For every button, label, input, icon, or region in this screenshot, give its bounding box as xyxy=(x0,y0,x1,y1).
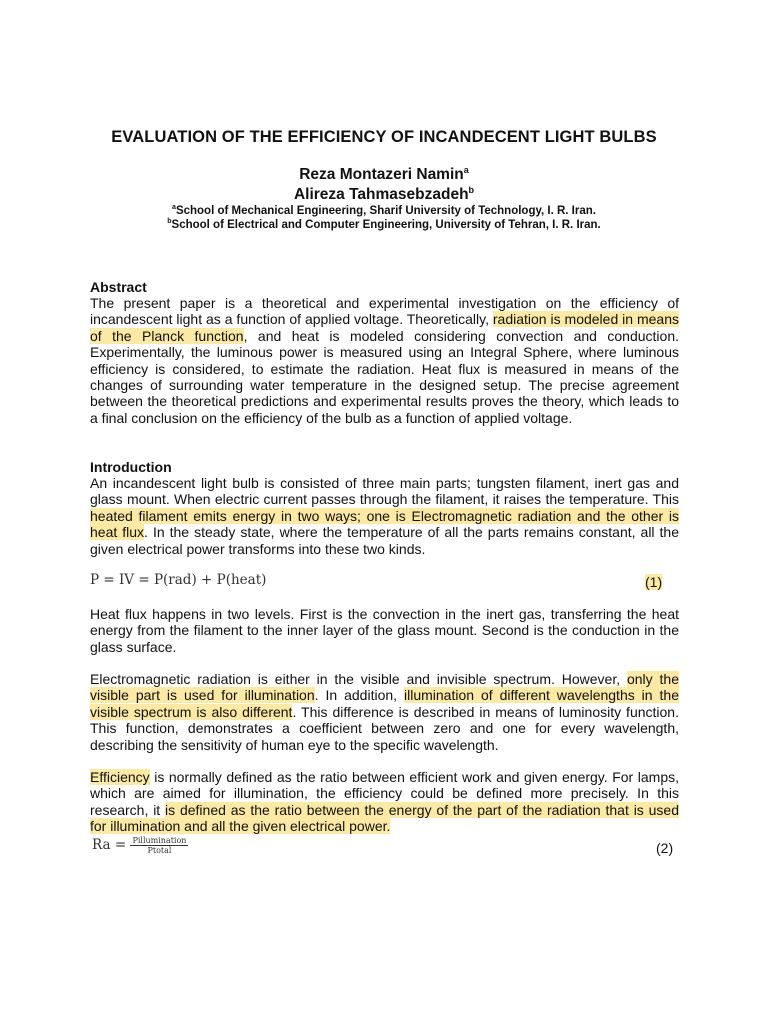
equation-2-numerator: Pillumination xyxy=(132,836,187,845)
intro-p1-text-2: . In the steady state, where the temperature of all the parts remains constant, all the given electrical power transforms into these two kinds. xyxy=(90,524,679,557)
intro-p3-highlight-1: only the visible part is used for illumination xyxy=(90,671,679,704)
abstract-heading: Abstract xyxy=(90,279,147,295)
introduction-heading: Introduction xyxy=(90,459,172,475)
intro-paragraph-1 xyxy=(90,475,679,557)
abstract-text-2: , and heat is modeled considering convection and conduction. Experimentally, the luminous power is measured using an Integral Sphere, where luminous efficiency is considered, to estimate the radiation. Heat flux is measured in means of the changes of surrounding water temperature in the designed setup. The precise agreement between the theoretical predictions and experimental results proves the theory, which leads to a final conclusion on the efficiency of the bulb as a function of applied voltage. xyxy=(90,327,679,426)
equation-2 xyxy=(92,836,188,855)
author-2-sup: b xyxy=(468,185,475,195)
intro-p3-highlight-2: illumination of different wavelengths in the visible spectrum is also different xyxy=(90,687,679,720)
intro-p3-text-1: Electromagnetic radiation is either in the visible and invisible spectrum. However, xyxy=(90,671,627,687)
intro-paragraph-3 xyxy=(90,671,679,753)
intro-p3-text-3: . This difference is described in means of luminosity function. This function, demonstrates a coefficient between zero and one for every wavelength, describing the sensitivity of human eye to the specific wavelength. xyxy=(90,703,679,753)
intro-paragraph-4 xyxy=(90,769,679,835)
author-1-name: Reza Montazeri Namin xyxy=(299,166,464,184)
equation-1-number: (1) xyxy=(645,574,663,590)
affiliation-a-sup: a xyxy=(172,204,176,211)
author-1-sup: a xyxy=(463,165,469,175)
intro-p1-text-1: An incandescent light bulb is consisted of three main parts; tungsten filament, inert gas and glass mount. When electric current passes through the filament, it raises the temperature. This xyxy=(90,475,679,508)
abstract-text-1: The present paper is a theoretical and experimental investigation on the efficiency of incandescent light as a function of applied voltage. Theoretically, xyxy=(90,295,679,328)
paper-title: EVALUATION OF THE EFFICIENCY OF INCANDECENT LIGHT BULBS xyxy=(111,128,657,146)
affiliation-b-text: School of Electrical and Computer Engineering, University of Tehran, I. R. Iran. xyxy=(171,218,601,231)
equation-2-number: (2) xyxy=(656,840,674,856)
equation-2-fraction xyxy=(130,836,188,855)
affiliation-b xyxy=(0,218,768,231)
abstract-highlight-1: radiation is modeled in means of the Planck function xyxy=(90,311,679,344)
intro-p1-highlight: heated filament emits energy in two ways; one is Electromagnetic radiation and the other is heat flux xyxy=(90,507,679,541)
affiliation-a xyxy=(0,204,768,217)
intro-p4-highlight-1: Efficiency xyxy=(90,769,150,785)
affiliation-a-text: School of Mechanical Engineering, Sharif University of Technology, I. R. Iran. xyxy=(175,204,596,217)
author-2 xyxy=(0,185,768,204)
intro-p4-highlight-2: is defined as the ratio between the energy of the part of the radiation that is used for illumination and all the given electrical power. xyxy=(90,801,679,835)
intro-paragraph-2: Heat flux happens in two levels. First is the convection in the inert gas, transferring the heat energy from the filament to the inner layer of the glass mount. Second is the conduction in the glass surface. xyxy=(90,606,679,655)
equation-1: P = IV = P(rad) + P(heat) xyxy=(90,572,267,588)
affiliation-b-sup: b xyxy=(167,218,172,225)
intro-p3-text-2: . In addition, xyxy=(314,687,404,704)
equation-2-lhs: Ra = xyxy=(92,837,127,853)
abstract-paragraph xyxy=(90,295,679,426)
intro-p4-text-1: is normally defined as the ratio between efficient work and given energy. For lamps, which are aimed for illumination, the efficiency could be defined more precisely. In this research, it xyxy=(90,769,679,818)
equation-2-denominator: Ptotal xyxy=(147,846,172,855)
author-2-name: Alireza Tahmasebzadeh xyxy=(293,186,469,204)
author-1 xyxy=(0,165,768,184)
